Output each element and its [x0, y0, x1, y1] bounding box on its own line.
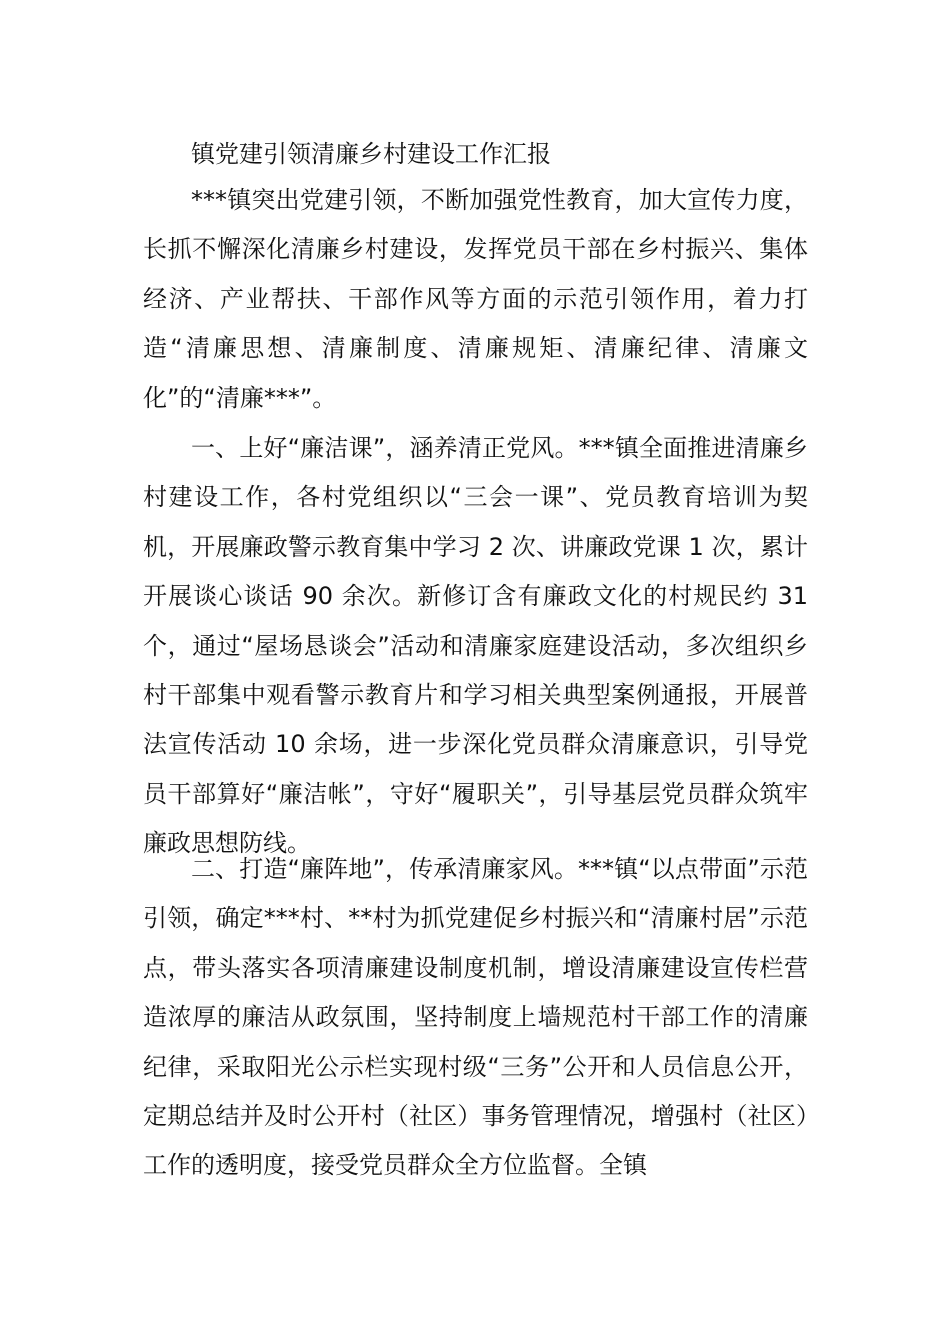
- paragraph-section-two: 二、打造“廉阵地”，传承清廉家风。***镇“以点带面”示范引领，确定***村、**村为抓党建促乡村振兴和“清廉村居”示范点，带头落实各项清廉建设制度机制，增设清廉建设宣传栏营造浓厚的廉洁从政氛围，坚持制度上墙规范村干部工作的清廉纪律，采取阳光公示栏实现村级“三务”公开和人员信息公开，定期总结并及时公开村（社区）事务管理情况，增强村（社区）工作的透明度，接受党员群众全方位监督。全镇: [143, 855, 808, 1180]
- paragraph-intro: ***镇突出党建引领，不断加强党性教育，加大宣传力度，长抓不懈深化清廉乡村建设，发挥党员干部在乡村振兴、集体经济、产业帮扶、干部作风等方面的示范引领作用，着力打造“清廉思想、清廉制度、清廉规矩、清廉纪律、清廉文化”的“清廉***”。: [143, 186, 808, 412]
- paragraph-section-one: 一、上好“廉洁课”，涵养清正党风。***镇全面推进清廉乡村建设工作，各村党组织以“三会一课”、党员教育培训为契机，开展廉政警示教育集中学习 2 次、讲廉政党课 1 次，累计开展谈心谈话 90 余次。新修订含有廉政文化的村规民约 31 个，通过“屋场恳谈会”活动和清廉家庭建设活动，多次组织乡村干部集中观看警示教育片和学习相关典型案例通报，开展普法宣传活动 10 余场，进一步深化党员群众清廉意识，引导党员干部算好“廉洁帐”，守好“履职关”，引导基层党员群众筑牢廉政思想防线。: [143, 434, 808, 858]
- document-title: 镇党建引领清廉乡村建设工作汇报: [191, 140, 551, 168]
